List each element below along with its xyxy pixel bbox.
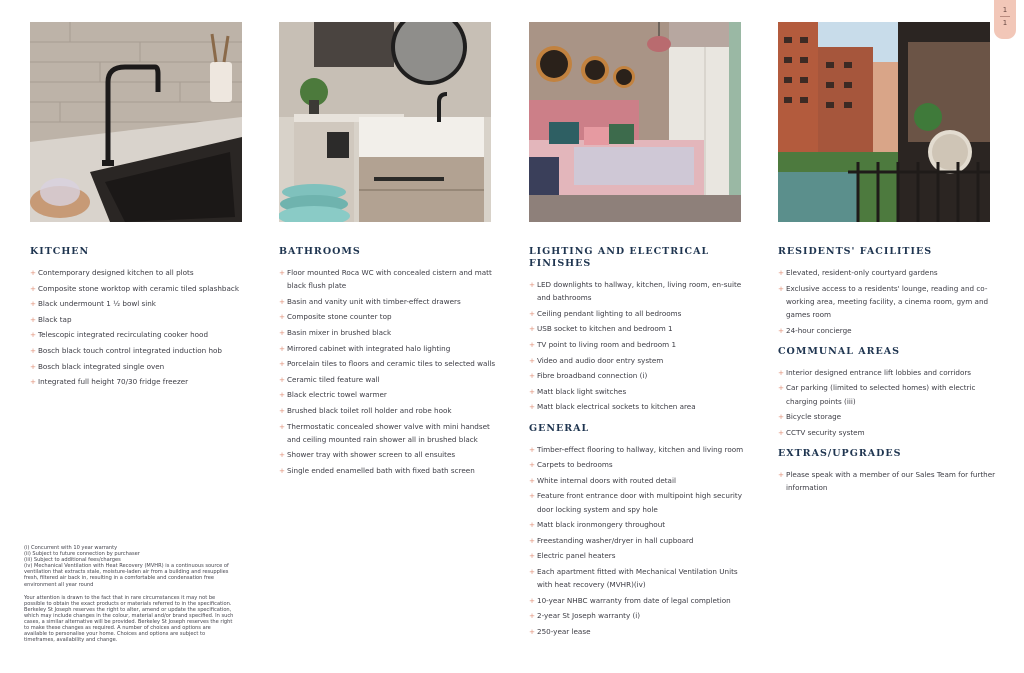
list-item: + Bosch black integrated single oven xyxy=(30,360,252,373)
disclaimer: Your attention is drawn to the fact that in rare circumstances it may not be possible to obtain the exact products or materials referred to in the specification. Berkeley St Joseph reserves the right to alter, amend or update the specification, which may include changes in the colour, material and/or brand specified. In such cases, a similar alternative will be provided. Berkeley St Joseph reserves the right to make these changes as required. A number of choices and options are available to personalise your home. Choices and options are subject to timeframes, availability and change. xyxy=(24,594,234,644)
list-item: + Matt black ironmongery throughout xyxy=(529,518,751,531)
list-item: + Single ended enamelled bath with fixed bath screen xyxy=(279,464,501,477)
bathrooms-heading: BATHROOMS xyxy=(279,246,361,257)
list-item: + Ceramic tiled feature wall xyxy=(279,373,501,386)
list-item: + Telescopic integrated recirculating cooker hood xyxy=(30,328,252,341)
list-item: + 250-year lease xyxy=(529,625,751,638)
bedroom-image xyxy=(529,22,741,222)
kitchen-section xyxy=(30,246,252,391)
page-total: 1 xyxy=(1002,19,1008,27)
courtyard-image xyxy=(778,22,990,222)
footnote: (i) Concurrent with 10 year warranty xyxy=(24,545,118,551)
list-item: + Electric panel heaters xyxy=(529,549,751,562)
footnotes xyxy=(24,545,234,650)
footnote: (iv) Mechanical Ventilation with Heat Recovery (MVHR) is a continuous source of ventilation that extracts stale, moisture-laden air from a building and resupplies fresh, filtered air back in, resulting in a comfortable and condensation free environment all year round xyxy=(24,563,229,588)
list-item: + Bosch black touch control integrated induction hob xyxy=(30,344,252,357)
list-item: + Matt black electrical sockets to kitchen area xyxy=(529,400,751,413)
list-item: + Contemporary designed kitchen to all plots xyxy=(30,266,252,279)
list-item: + Shower tray with shower screen to all ensuites xyxy=(279,448,501,461)
bathroom-image xyxy=(279,22,491,222)
list-item: + Black undermount 1 ½ bowl sink xyxy=(30,297,252,310)
residents-list xyxy=(778,266,1000,337)
list-item: + Feature front entrance door with multipoint high security door locking system and spy hole xyxy=(529,489,751,515)
courtyard-photo xyxy=(778,22,990,222)
residents-section xyxy=(778,246,1000,497)
kitchen-photo xyxy=(30,22,242,222)
list-item: + Composite stone worktop with ceramic tiled splashback xyxy=(30,282,252,295)
communal-list xyxy=(778,366,1000,439)
list-item: + Timber-effect flooring to hallway, kitchen and living room xyxy=(529,443,751,456)
list-item: + Elevated, resident-only courtyard gardens xyxy=(778,266,1000,279)
page-indicator xyxy=(994,0,1016,39)
communal-heading: COMMUNAL AREAS xyxy=(778,345,900,357)
list-item: + Interior designed entrance lift lobbies and corridors xyxy=(778,366,1000,379)
list-item: + Composite stone counter top xyxy=(279,310,501,323)
list-item: + Exclusive access to a residents' lounge, reading and co-working area, meeting facility, a cinema room, gym and games room xyxy=(778,282,1000,322)
list-item: + Thermostatic concealed shower valve with mini handset and ceiling mounted rain shower all in brushed black xyxy=(279,420,501,446)
list-item: + Please speak with a member of our Sales Team for further information xyxy=(778,468,1000,494)
list-item: + Porcelain tiles to floors and ceramic tiles to selected walls xyxy=(279,357,501,370)
list-item: + Black tap xyxy=(30,313,252,326)
list-item: + 24-hour concierge xyxy=(778,324,1000,337)
list-item: + Bicycle storage xyxy=(778,410,1000,423)
bathrooms-section xyxy=(279,246,501,480)
list-item: + Ceiling pendant lighting to all bedrooms xyxy=(529,307,751,320)
kitchen-image xyxy=(30,22,242,222)
footnote: (ii) Subject to future connection by purchaser xyxy=(24,551,140,558)
general-list xyxy=(529,443,751,639)
list-item: + Carpets to bedrooms xyxy=(529,458,751,471)
list-item: + 10-year NHBC warranty from date of legal completion xyxy=(529,594,751,607)
footnote: (iii) Subject to additional fees/charges xyxy=(24,557,121,564)
bedroom-photo xyxy=(529,22,741,222)
list-item: + Basin and vanity unit with timber-effect drawers xyxy=(279,295,501,308)
list-item: + Brushed black toilet roll holder and robe hook xyxy=(279,404,501,417)
extras-heading: EXTRAS/UPGRADES xyxy=(778,447,902,459)
page-current: 1 xyxy=(1002,6,1008,14)
list-item: + White internal doors with routed detail xyxy=(529,474,751,487)
residents-heading: RESIDENTS' FACILITIES xyxy=(778,246,933,257)
lighting-section xyxy=(529,246,751,641)
bathrooms-list xyxy=(279,266,501,477)
list-item: + Freestanding washer/dryer in hall cupboard xyxy=(529,534,751,547)
list-item: + LED downlights to hallway, kitchen, living room, en-suite and bathrooms xyxy=(529,278,751,304)
lighting-list xyxy=(529,278,751,414)
list-item: + Fibre broadband connection (i) xyxy=(529,369,751,382)
list-item: + Each apartment fitted with Mechanical Ventilation Units with heat recovery (MVHR)(iv) xyxy=(529,565,751,591)
kitchen-list xyxy=(30,266,252,388)
list-item: + Floor mounted Roca WC with concealed cistern and matt black flush plate xyxy=(279,266,501,292)
list-item: + CCTV security system xyxy=(778,426,1000,439)
list-item: + Black electric towel warmer xyxy=(279,388,501,401)
extras-list xyxy=(778,468,1000,494)
list-item: + TV point to living room and bedroom 1 xyxy=(529,338,751,351)
list-item: + Basin mixer in brushed black xyxy=(279,326,501,339)
list-item: + USB socket to kitchen and bedroom 1 xyxy=(529,322,751,335)
list-item: + Video and audio door entry system xyxy=(529,354,751,367)
list-item: + 2-year St Joseph warranty (i) xyxy=(529,609,751,622)
list-item: + Integrated full height 70/30 fridge freezer xyxy=(30,375,252,388)
list-item: + Mirrored cabinet with integrated halo lighting xyxy=(279,342,501,355)
lighting-heading: LIGHTING AND ELECTRICAL FINISHES xyxy=(529,246,710,269)
kitchen-heading: KITCHEN xyxy=(30,246,90,257)
list-item: + Car parking (limited to selected homes) with electric charging points (iii) xyxy=(778,381,1000,407)
bathroom-photo xyxy=(279,22,491,222)
general-heading: GENERAL xyxy=(529,422,590,434)
list-item: + Matt black light switches xyxy=(529,385,751,398)
